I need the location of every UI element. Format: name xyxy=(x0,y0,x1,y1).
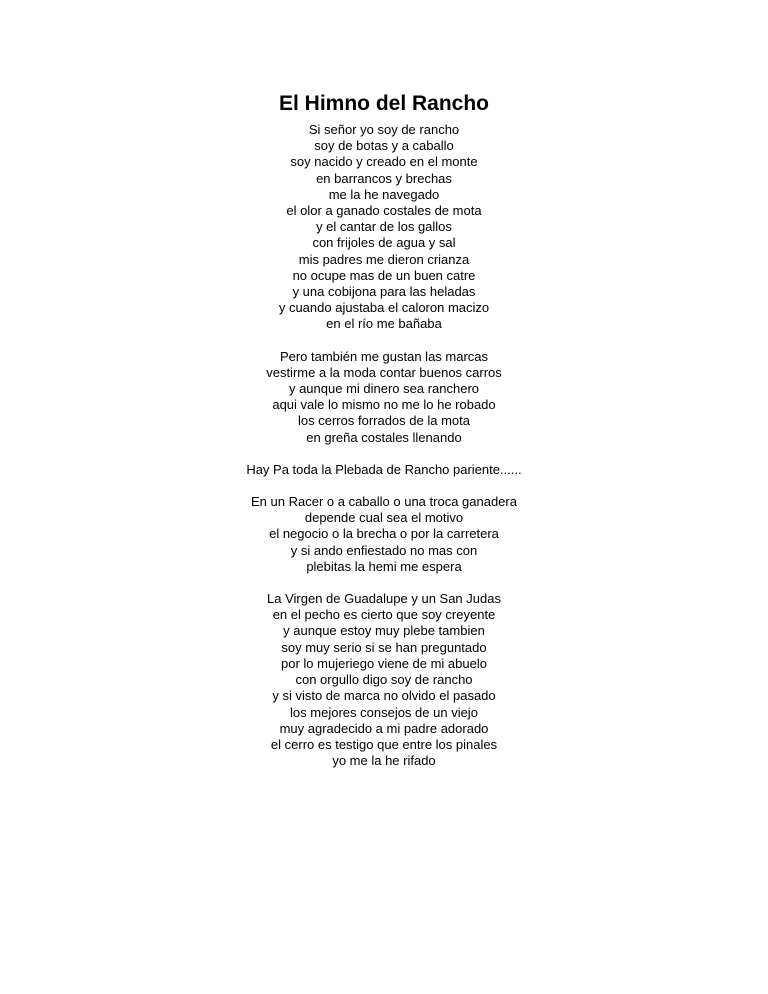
verse-line: yo me la he rifado xyxy=(332,753,436,769)
verse-line: soy de botas y a caballo xyxy=(314,138,454,154)
verse-line: y aunque estoy muy plebe tambien xyxy=(283,623,485,639)
verse-line: y una cobijona para las heladas xyxy=(292,284,476,300)
verse-line: y cuando ajustaba el caloron macizo xyxy=(278,300,490,316)
verse-line: depende cual sea el motivo xyxy=(304,510,464,526)
verse-line: mis padres me dieron crianza xyxy=(298,251,470,267)
verse-line: En un Racer o a caballo o una troca ganadera xyxy=(251,494,517,510)
stanza xyxy=(243,122,525,333)
verse-line: muy agradecido a mi padre adorado xyxy=(279,720,489,736)
verse-line: y si ando enfiestado no mas con xyxy=(290,542,478,558)
verse-line: y aunque mi dinero sea ranchero xyxy=(288,381,480,397)
verse-line: me la he navegado xyxy=(328,186,440,202)
verse-line: en el río me bañaba xyxy=(326,316,442,332)
verse-line: plebitas la hemi me espera xyxy=(306,558,462,574)
verse-line: el cerro es testigo que entre los pinales xyxy=(270,736,498,752)
verse-line: Si señor yo soy de rancho xyxy=(308,122,460,137)
verse-line: y si visto de marca no olvido el pasado xyxy=(272,688,496,704)
verse-line: aqui vale lo mismo no me lo he robado xyxy=(272,397,496,413)
verse-line: el negocio o la brecha o por la carretera xyxy=(269,526,499,542)
verse-line: soy muy serio si se han preguntado xyxy=(281,639,487,655)
stanza xyxy=(243,462,525,478)
verse-line: en barrancos y brechas xyxy=(316,170,452,186)
verse-line: Hay Pa toda la Plebada de Rancho pariente...... xyxy=(246,461,522,477)
verse-line: con orgullo digo soy de rancho xyxy=(295,672,473,688)
verse-line: no ocupe mas de un buen catre xyxy=(292,267,476,283)
verse-line: La Virgen de Guadalupe y un San Judas xyxy=(267,591,501,607)
verse-line: Pero también me gustan las marcas xyxy=(279,348,489,364)
page-title: El Himno del Rancho xyxy=(278,92,490,115)
poem-body xyxy=(243,122,525,769)
verse-line: con frijoles de agua y sal xyxy=(312,235,456,251)
stanza xyxy=(243,349,525,446)
verse-line: el olor a ganado costales de mota xyxy=(286,203,482,219)
verse-line: en greña costales llenando xyxy=(306,429,462,445)
stanza xyxy=(243,494,525,575)
verse-line: los mejores consejos de un viejo xyxy=(290,704,478,720)
verse-line: en el pecho es cierto que soy creyente xyxy=(272,607,496,623)
verse-line: soy nacido y creado en el monte xyxy=(290,154,478,170)
verse-line: vestirme a la moda contar buenos carros xyxy=(266,364,502,380)
verse-line: por lo mujeriego viene de mi abuelo xyxy=(281,655,487,671)
verse-line: y el cantar de los gallos xyxy=(316,219,452,235)
verse-line: los cerros forrados de la mota xyxy=(298,413,470,429)
stanza xyxy=(243,591,525,769)
poem-column xyxy=(243,92,525,785)
